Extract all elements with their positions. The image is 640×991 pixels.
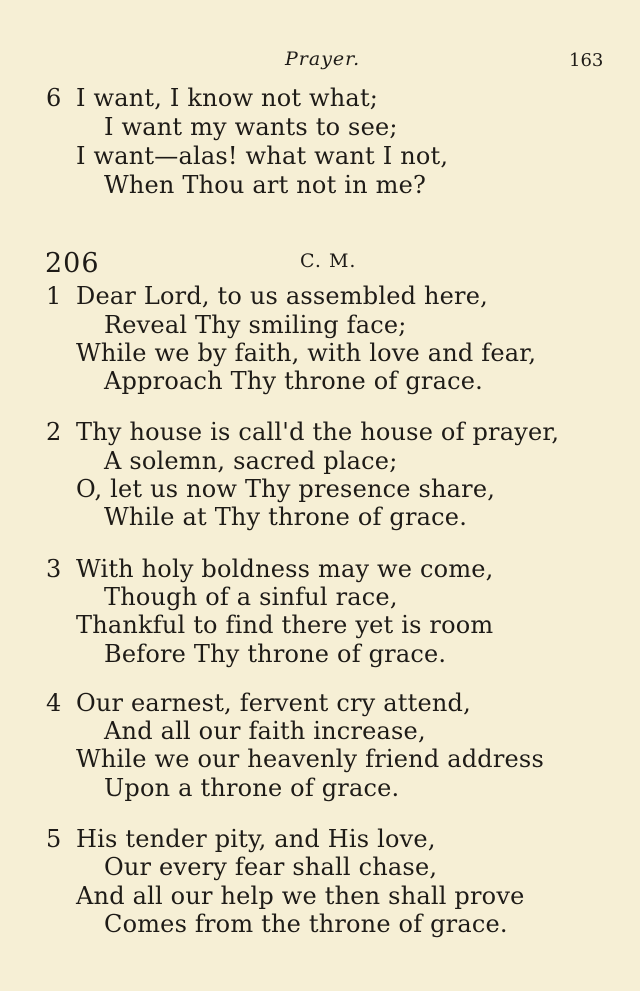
verse-line: I want, I know not what;: [76, 84, 379, 112]
stanza-number: 3: [46, 555, 62, 583]
hymn-meter: C. M.: [300, 250, 357, 272]
verse-line: Approach Thy throne of grace.: [104, 367, 483, 395]
verse-line: While at Thy throne of grace.: [104, 503, 468, 531]
verse-line: Reveal Thy smiling face;: [104, 311, 407, 339]
verse-line: Comes from the throne of grace.: [104, 910, 508, 938]
verse-line: While we by faith, with love and fear,: [76, 339, 537, 367]
running-title: Prayer.: [285, 48, 361, 70]
verse-line: His tender pity, and His love,: [76, 825, 436, 853]
page-number: 163: [569, 50, 604, 71]
verse-line: Upon a throne of grace.: [104, 774, 400, 802]
verse-line: When Thou art not in me?: [104, 171, 427, 199]
verse-line: I want—alas! what want I not,: [76, 142, 449, 170]
verse-line: Our earnest, fervent cry attend,: [76, 689, 471, 717]
verse-line: O, let us now Thy presence share,: [76, 475, 496, 503]
stanza-number: 6: [46, 84, 62, 112]
verse-line: Dear Lord, to us assembled here,: [76, 282, 488, 310]
verse-line: Though of a sinful race,: [104, 583, 398, 611]
verse-line: And all our help we then shall prove: [76, 882, 525, 910]
stanza-number: 5: [46, 825, 62, 853]
verse-line: With holy boldness may we come,: [76, 555, 494, 583]
verse-line: Thankful to find there yet is room: [76, 611, 494, 639]
verse-line: Thy house is call'd the house of prayer,: [76, 418, 560, 446]
verse-line: Before Thy throne of grace.: [104, 640, 447, 668]
verse-line: A solemn, sacred place;: [104, 447, 398, 475]
stanza-number: 4: [46, 689, 62, 717]
verse-line: While we our heavenly friend address: [76, 745, 544, 773]
verse-line: And all our faith increase,: [104, 717, 426, 745]
verse-line: I want my wants to see;: [104, 113, 398, 141]
stanza-number: 2: [46, 418, 62, 446]
stanza-number: 1: [46, 282, 62, 310]
verse-line: Our every fear shall chase,: [104, 853, 438, 881]
hymn-number: 206: [45, 248, 100, 279]
